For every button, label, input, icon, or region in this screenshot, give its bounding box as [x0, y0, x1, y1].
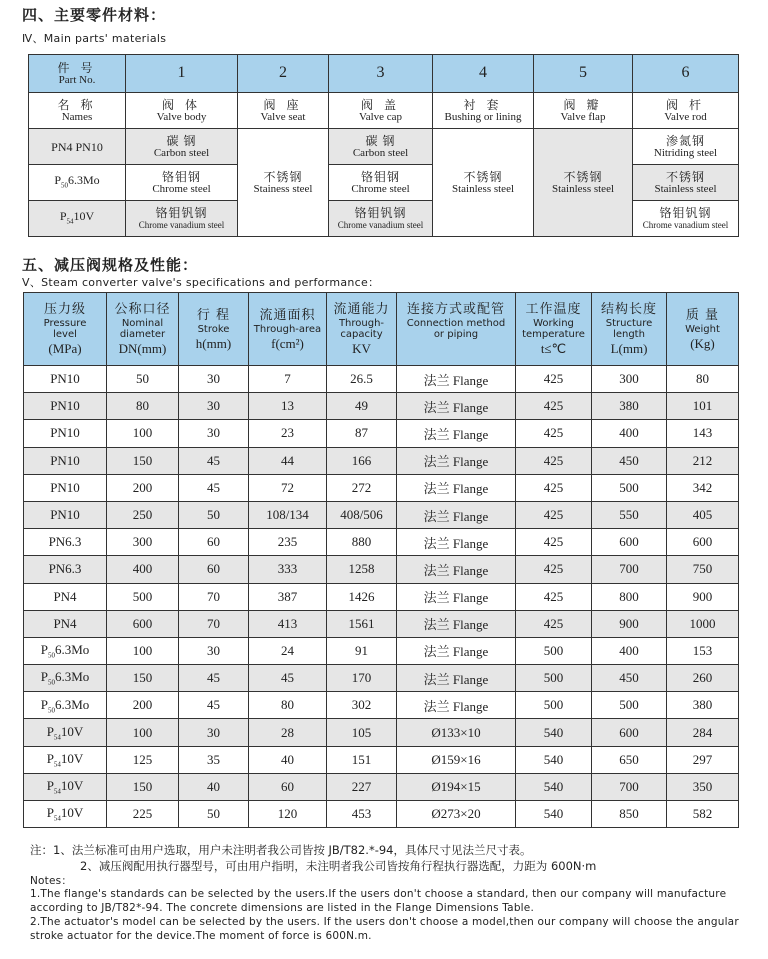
kv-cell: 302 — [327, 692, 397, 719]
table-row — [24, 665, 739, 692]
t-cell: 425 — [516, 583, 592, 610]
h-cell: 45 — [179, 474, 249, 501]
conn-cell: 法兰 Flange — [397, 420, 516, 447]
h-cell: 45 — [179, 692, 249, 719]
t-cell: 425 — [516, 556, 592, 583]
l-cell: 380 — [592, 393, 667, 420]
col-header: 公称口径 Nominal diameter DN(mm) — [107, 293, 179, 366]
dn-cell: 250 — [107, 501, 179, 528]
t-cell: 425 — [516, 501, 592, 528]
w-cell: 350 — [667, 773, 739, 800]
names-label-en: Names — [61, 110, 93, 123]
pressure-level-cell: PN10 — [24, 420, 107, 447]
l-cell: 450 — [592, 447, 667, 474]
material-en: Chrome vanadium steel — [642, 219, 729, 230]
name-en: Valve body — [156, 110, 207, 123]
w-cell: 342 — [667, 474, 739, 501]
material-zh: 铬钼钒钢 — [354, 205, 407, 220]
col-header: 压力级 Pressure level (MPa) — [24, 293, 107, 366]
dn-cell: 100 — [107, 719, 179, 746]
dn-cell: 400 — [107, 556, 179, 583]
conn-cell: 法兰 Flange — [397, 692, 516, 719]
w-cell: 260 — [667, 665, 739, 692]
part-num: 1 — [177, 64, 186, 81]
specs-header-row — [24, 293, 739, 366]
pressure-level-cell: PN6.3 — [24, 556, 107, 583]
material-row — [29, 201, 739, 237]
kv-cell: 26.5 — [327, 366, 397, 393]
table-row — [24, 393, 739, 420]
pressure-level-cell: $P_{50}6.3Mo$ — [24, 637, 107, 664]
part-num: 2 — [279, 64, 287, 81]
dn-cell: 200 — [107, 692, 179, 719]
pressure-level-cell: PN10 — [24, 474, 107, 501]
kv-cell: 1426 — [327, 583, 397, 610]
kv-cell: 272 — [327, 474, 397, 501]
t-cell: 540 — [516, 746, 592, 773]
note-en-2: 2.The actuator's model can be selected by the users. If the users don't choose a model,then our company will choose the angular stroke actuator for the device.The moment of force is 600N.m. — [30, 916, 739, 942]
name-en: Bushing or lining — [444, 110, 522, 123]
h-cell: 50 — [179, 801, 249, 828]
dn-cell: 225 — [107, 801, 179, 828]
t-cell: 540 — [516, 719, 592, 746]
l-cell: 850 — [592, 801, 667, 828]
kv-cell: 170 — [327, 665, 397, 692]
section5-title: 五、减压阀规格及性能： — [22, 256, 199, 274]
t-cell: 425 — [516, 366, 592, 393]
h-cell: 30 — [179, 420, 249, 447]
kv-cell: 49 — [327, 393, 397, 420]
f-cell: 235 — [249, 529, 327, 556]
dn-cell: 150 — [107, 665, 179, 692]
conn-cell: 法兰 Flange — [397, 637, 516, 664]
l-cell: 800 — [592, 583, 667, 610]
f-cell: 120 — [249, 801, 327, 828]
table-row — [24, 501, 739, 528]
h-cell: 45 — [179, 665, 249, 692]
material-row — [29, 129, 739, 165]
l-cell: 300 — [592, 366, 667, 393]
part-num: 4 — [479, 64, 487, 81]
w-cell: 600 — [667, 529, 739, 556]
f-cell: 23 — [249, 420, 327, 447]
f-cell: 108/134 — [249, 501, 327, 528]
pressure-level-cell: PN10 — [24, 501, 107, 528]
kv-cell: 453 — [327, 801, 397, 828]
dn-cell: 80 — [107, 393, 179, 420]
name-en: Valve flap — [560, 110, 606, 123]
w-cell: 582 — [667, 801, 739, 828]
col-header: 质 量 Weight (Kg) — [667, 293, 739, 366]
l-cell: 500 — [592, 692, 667, 719]
kv-cell: 91 — [327, 637, 397, 664]
l-cell: 550 — [592, 501, 667, 528]
h-cell: 30 — [179, 637, 249, 664]
material-en: Stainless steel — [451, 182, 515, 195]
note-zh-2: 2、减压阀配用执行器型号，可由用户指明，未注明者我公司皆按角行程执行器选配，力距为 600N·m — [80, 859, 597, 873]
name-en: Valve rod — [664, 110, 707, 123]
h-cell: 45 — [179, 447, 249, 474]
dn-cell: 300 — [107, 529, 179, 556]
conn-cell: 法兰 Flange — [397, 583, 516, 610]
pressure-level-cell: $P_{54}10V$ — [24, 746, 107, 773]
dn-cell: 500 — [107, 583, 179, 610]
row-label: $P_{50}6.3Mo$ — [29, 165, 126, 201]
h-cell: 30 — [179, 393, 249, 420]
h-cell: 60 — [179, 556, 249, 583]
table-row — [24, 447, 739, 474]
pressure-level-cell: PN10 — [24, 393, 107, 420]
f-cell: 28 — [249, 719, 327, 746]
t-cell: 425 — [516, 393, 592, 420]
materials-table — [28, 54, 739, 237]
h-cell: 70 — [179, 583, 249, 610]
conn-cell: 法兰 Flange — [397, 501, 516, 528]
specs-table — [23, 292, 739, 828]
table-row — [24, 556, 739, 583]
conn-cell: Ø159×16 — [397, 746, 516, 773]
t-cell: 500 — [516, 637, 592, 664]
kv-cell: 166 — [327, 447, 397, 474]
dn-cell: 200 — [107, 474, 179, 501]
t-cell: 425 — [516, 420, 592, 447]
part-num: 5 — [579, 64, 587, 81]
materials-header-row — [29, 55, 739, 93]
conn-cell: 法兰 Flange — [397, 610, 516, 637]
f-cell: 45 — [249, 665, 327, 692]
conn-cell: 法兰 Flange — [397, 556, 516, 583]
l-cell: 600 — [592, 719, 667, 746]
material-zh: 不锈钢 — [563, 169, 603, 184]
w-cell: 405 — [667, 501, 739, 528]
table-row — [24, 637, 739, 664]
pressure-level-cell: $P_{54}10V$ — [24, 773, 107, 800]
h-cell: 40 — [179, 773, 249, 800]
specs-body — [24, 366, 739, 828]
names-row — [29, 93, 739, 129]
col-header: 工作温度 Working temperature t≤℃ — [516, 293, 592, 366]
note-en-1: 1.The flange's standards can be selected by the users.If the users don't choose a standard, then our company will manufacture according to JB/T82*-94. The concrete dimensions are listed in the Flange Dimensions Table. — [30, 888, 727, 914]
conn-cell: Ø133×10 — [397, 719, 516, 746]
kv-cell: 87 — [327, 420, 397, 447]
dn-cell: 150 — [107, 773, 179, 800]
w-cell: 900 — [667, 583, 739, 610]
name-en: Valve cap — [358, 110, 403, 123]
part-no-label-zh: 件 号 — [57, 60, 97, 75]
name-zh: 阀 杆 — [665, 97, 705, 112]
dn-cell: 100 — [107, 420, 179, 447]
material-zh: 铬钼钒钢 — [155, 205, 208, 220]
col-header: 流通面积 Through-area f(cm²) — [249, 293, 327, 366]
conn-cell: 法兰 Flange — [397, 447, 516, 474]
table-row — [24, 529, 739, 556]
conn-cell: 法兰 Flange — [397, 474, 516, 501]
f-cell: 80 — [249, 692, 327, 719]
conn-cell: 法兰 Flange — [397, 665, 516, 692]
material-zh: 碳 钢 — [365, 133, 396, 148]
material-en: Stainess steel — [253, 182, 313, 195]
t-cell: 425 — [516, 610, 592, 637]
table-row — [24, 474, 739, 501]
f-cell: 44 — [249, 447, 327, 474]
h-cell: 35 — [179, 746, 249, 773]
table-row — [24, 773, 739, 800]
material-en: Stainless steel — [551, 182, 615, 195]
part-num: 6 — [681, 64, 690, 81]
material-zh: 铬钼钢 — [161, 169, 201, 184]
kv-cell: 408/506 — [327, 501, 397, 528]
w-cell: 80 — [667, 366, 739, 393]
table-row — [24, 692, 739, 719]
material-zh: 不锈钢 — [665, 169, 705, 184]
f-cell: 24 — [249, 637, 327, 664]
table-row — [24, 366, 739, 393]
material-en: Nitriding steel — [653, 146, 718, 159]
dn-cell: 125 — [107, 746, 179, 773]
notes-label: Notes： — [30, 875, 73, 887]
l-cell: 400 — [592, 637, 667, 664]
name-zh: 衬 套 — [463, 97, 503, 112]
table-row — [24, 719, 739, 746]
w-cell: 143 — [667, 420, 739, 447]
material-zh: 碳 钢 — [166, 133, 197, 148]
w-cell: 750 — [667, 556, 739, 583]
material-en: Chrome steel — [351, 182, 410, 195]
l-cell: 900 — [592, 610, 667, 637]
names-label-zh: 名 称 — [57, 97, 97, 112]
t-cell: 540 — [516, 801, 592, 828]
material-zh: 不锈钢 — [463, 169, 503, 184]
name-zh: 阀 瓣 — [563, 97, 603, 112]
kv-cell: 227 — [327, 773, 397, 800]
pressure-level-cell: PN4 — [24, 583, 107, 610]
table-row — [24, 746, 739, 773]
conn-cell: Ø273×20 — [397, 801, 516, 828]
f-cell: 72 — [249, 474, 327, 501]
pressure-level-cell: PN6.3 — [24, 529, 107, 556]
row-label: $P_{54}10V$ — [29, 201, 126, 237]
material-zh: 不锈钢 — [263, 169, 303, 184]
pressure-level-cell: PN10 — [24, 447, 107, 474]
f-cell: 40 — [249, 746, 327, 773]
section5-subtitle: V、Steam converter valve's specifications and performance： — [22, 276, 380, 289]
material-en: Carbon steel — [352, 146, 409, 159]
table-row — [24, 801, 739, 828]
conn-cell: 法兰 Flange — [397, 529, 516, 556]
pressure-level-cell: $P_{54}10V$ — [24, 801, 107, 828]
f-cell: 387 — [249, 583, 327, 610]
w-cell: 153 — [667, 637, 739, 664]
name-zh: 阀 体 — [161, 97, 201, 112]
material-en: Chrome steel — [152, 182, 211, 195]
h-cell: 30 — [179, 719, 249, 746]
pressure-level-cell: $P_{50}6.3Mo$ — [24, 692, 107, 719]
l-cell: 400 — [592, 420, 667, 447]
t-cell: 540 — [516, 773, 592, 800]
t-cell: 425 — [516, 447, 592, 474]
w-cell: 297 — [667, 746, 739, 773]
pressure-level-cell: $P_{54}10V$ — [24, 719, 107, 746]
f-cell: 7 — [249, 366, 327, 393]
l-cell: 500 — [592, 474, 667, 501]
dn-cell: 100 — [107, 637, 179, 664]
w-cell: 1000 — [667, 610, 739, 637]
f-cell: 413 — [249, 610, 327, 637]
conn-cell: 法兰 Flange — [397, 393, 516, 420]
name-zh: 阀 座 — [263, 97, 303, 112]
col-header: 流通能力 Through- capacity KV — [327, 293, 397, 366]
h-cell: 70 — [179, 610, 249, 637]
material-en: Chrome vanadium steel — [138, 219, 225, 230]
pressure-level-cell: PN10 — [24, 366, 107, 393]
name-zh: 阀 盖 — [360, 97, 400, 112]
table-row — [24, 610, 739, 637]
l-cell: 600 — [592, 529, 667, 556]
f-cell: 13 — [249, 393, 327, 420]
t-cell: 500 — [516, 665, 592, 692]
col-header: 连接方式或配管 Connection method or piping — [397, 293, 516, 366]
w-cell: 284 — [667, 719, 739, 746]
w-cell: 101 — [667, 393, 739, 420]
h-cell: 50 — [179, 501, 249, 528]
conn-cell: Ø194×15 — [397, 773, 516, 800]
w-cell: 380 — [667, 692, 739, 719]
dn-cell: 150 — [107, 447, 179, 474]
l-cell: 700 — [592, 773, 667, 800]
kv-cell: 105 — [327, 719, 397, 746]
part-num: 3 — [376, 64, 385, 81]
table-row — [24, 583, 739, 610]
w-cell: 212 — [667, 447, 739, 474]
dn-cell: 50 — [107, 366, 179, 393]
kv-cell: 880 — [327, 529, 397, 556]
note-zh-1: 注：1、法兰标准可由用户选取，用户未注明者我公司皆按 JB/T82.*-94，具体尺寸见法兰尺寸表。 — [30, 843, 532, 857]
col-header: 结构长度 Structure length L(mm) — [592, 293, 667, 366]
t-cell: 425 — [516, 474, 592, 501]
conn-cell: 法兰 Flange — [397, 366, 516, 393]
material-zh: 渗氮钢 — [665, 133, 705, 148]
material-en: Carbon steel — [153, 146, 210, 159]
section4-subtitle: Ⅳ、Main parts' materials — [22, 32, 167, 45]
l-cell: 650 — [592, 746, 667, 773]
h-cell: 60 — [179, 529, 249, 556]
row-label: PN4 PN10 — [29, 129, 126, 165]
col-header: 行 程 Stroke h(mm) — [179, 293, 249, 366]
pressure-level-cell: PN4 — [24, 610, 107, 637]
h-cell: 30 — [179, 366, 249, 393]
f-cell: 60 — [249, 773, 327, 800]
material-zh: 铬钼钢 — [360, 169, 400, 184]
kv-cell: 1258 — [327, 556, 397, 583]
material-row — [29, 165, 739, 201]
material-en: Chrome vanadium steel — [337, 219, 424, 230]
l-cell: 700 — [592, 556, 667, 583]
f-cell: 333 — [249, 556, 327, 583]
dn-cell: 600 — [107, 610, 179, 637]
part-no-label-en: Part No. — [58, 73, 96, 86]
table-row — [24, 420, 739, 447]
l-cell: 450 — [592, 665, 667, 692]
material-zh: 铬钼钒钢 — [659, 205, 712, 220]
t-cell: 425 — [516, 529, 592, 556]
t-cell: 500 — [516, 692, 592, 719]
name-en: Valve seat — [260, 110, 306, 123]
material-en: Stainless steel — [654, 182, 717, 195]
pressure-level-cell: $P_{50}6.3Mo$ — [24, 665, 107, 692]
section4-title: 四、主要零件材料： — [22, 6, 167, 24]
kv-cell: 151 — [327, 746, 397, 773]
kv-cell: 1561 — [327, 610, 397, 637]
